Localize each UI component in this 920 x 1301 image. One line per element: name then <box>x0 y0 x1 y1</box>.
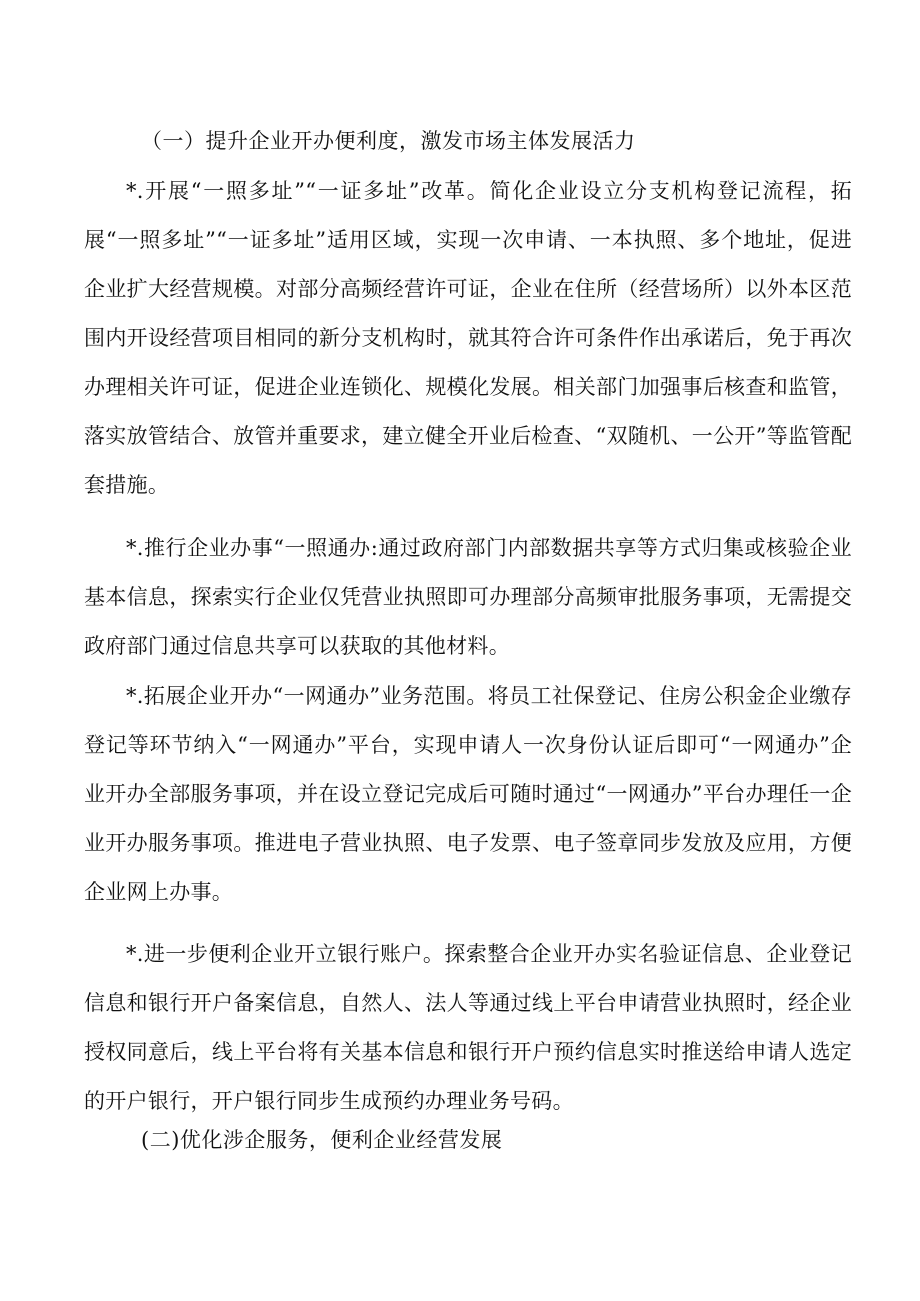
paragraph-1: *.开展“一照多址”“一证多址”改革。简化企业设立分支机构登记流程，拓展“一照多址”“一证多址”适用区域，实现一次申请、一本执照、多个地址，促进企业扩大经营规模。对部分高频经营许可证，企业在住所（经营场所）以外本区范围内开设经营项目相同的新分支机构时，就其符合许可条件作出承诺后，免于再次办理相关许可证，促进企业连锁化、规模化发展。相关部门加强事后核查和监管，落实放管结合、放管并重要求，建立健全开业后检查、“双随机、一公开”等监管配套措施。 <box>84 179 852 497</box>
paragraph-2: *.推行企业办事“一照通办:通过政府部门内部数据共享等方式归集或核验企业基本信息，探索实行企业仅凭营业执照即可办理部分高频审批服务事项，无需提交政府部门通过信息共享可以获取的其他材料。 <box>84 536 852 658</box>
paragraph-3: *.拓展企业开办“一网通办”业务范围。将员工社保登记、住房公积金企业缴存登记等环节纳入“一网通办”平台，实现申请人一次身份认证后即可“一网通办”企业开办全部服务事项，并在设立登记完成后可随时通过“一网通办”平台办理任一企业开办服务事项。推进电子营业执照、电子发票、电子签章同步发放及应用，方便企业网上办事。 <box>84 684 852 904</box>
section-heading-1: （一）提升企业开办便利度，激发市场主体发展活力 <box>141 129 636 153</box>
section-heading-2: (二)优化涉企服务，便利企业经营发展 <box>141 1128 503 1152</box>
paragraph-4: *.进一步便利企业开立银行账户。探索整合企业开办实名验证信息、企业登记信息和银行开户备案信息，自然人、法人等通过线上平台申请营业执照时，经企业授权同意后，线上平台将有关基本信息和银行开户预约信息实时推送给申请人选定的开户银行，开户银行同步生成预约办理业务号码。 <box>84 942 852 1113</box>
